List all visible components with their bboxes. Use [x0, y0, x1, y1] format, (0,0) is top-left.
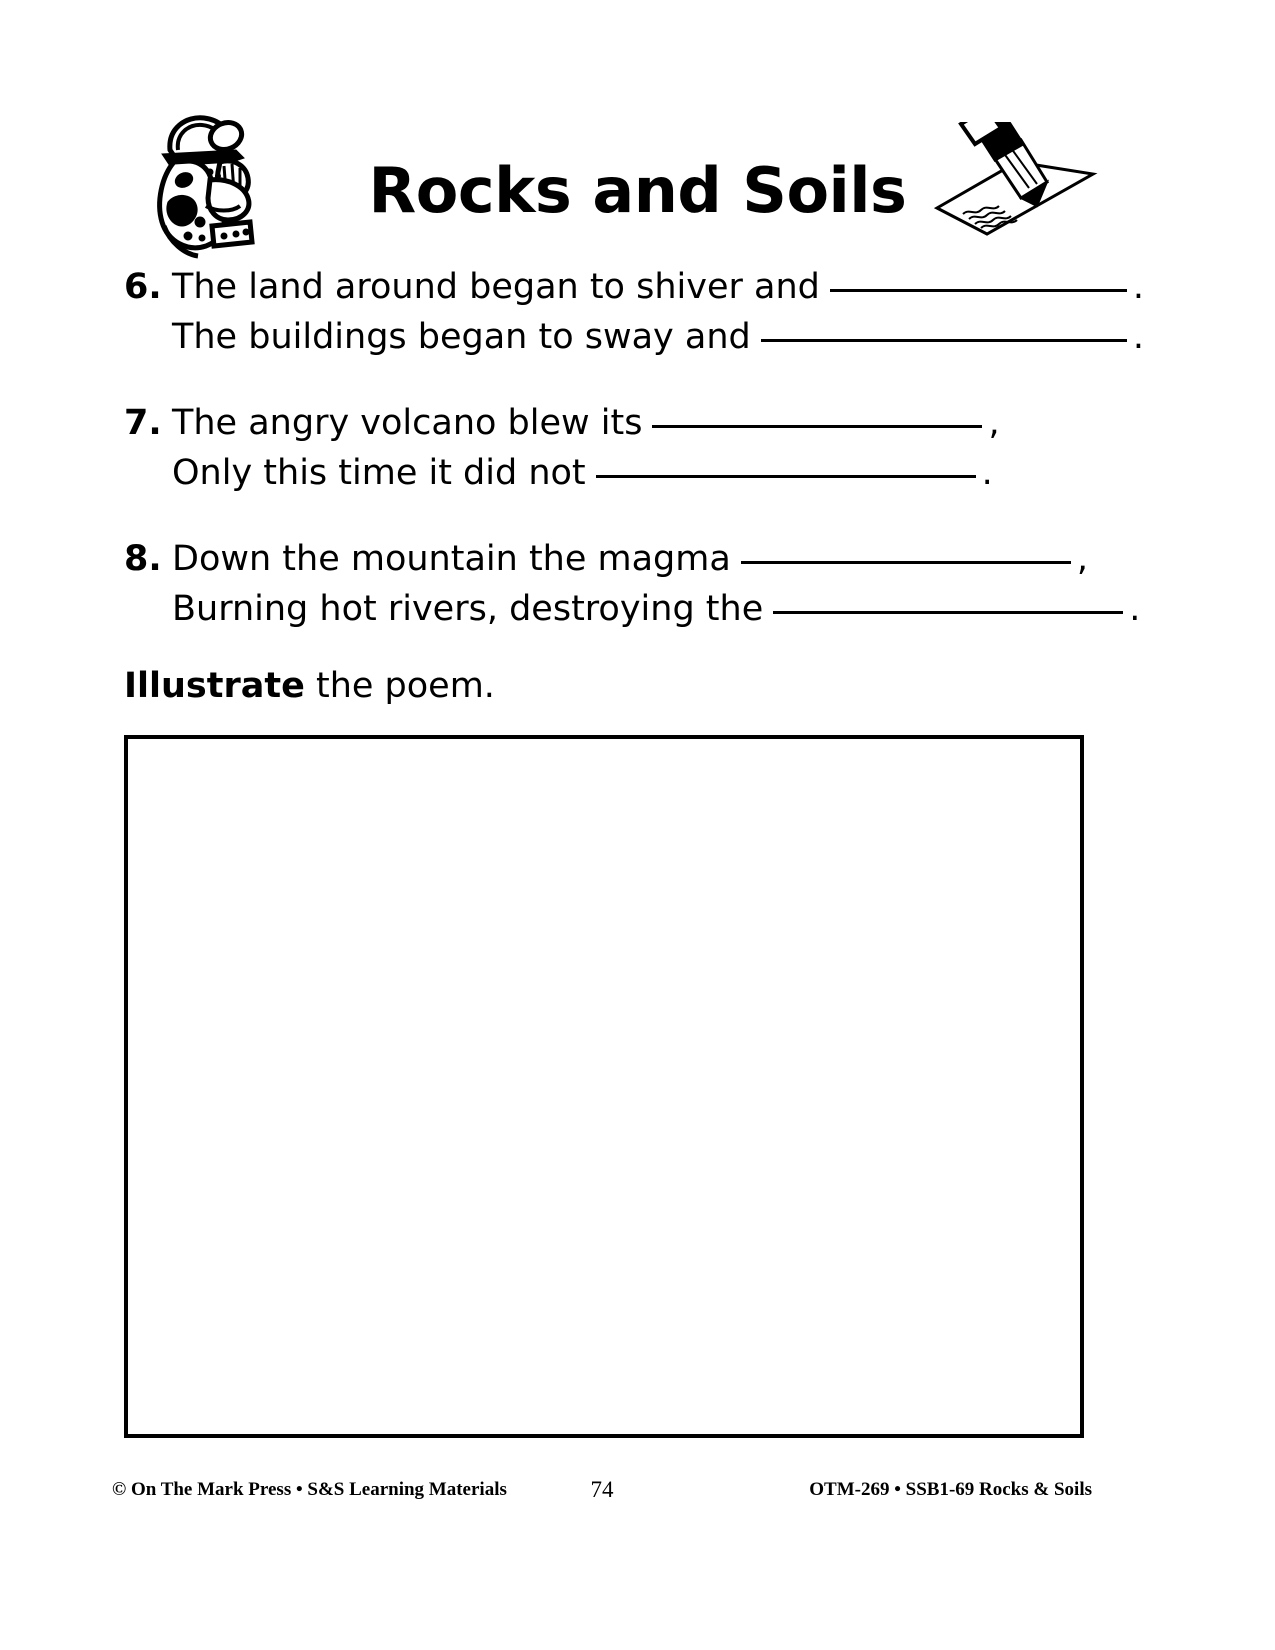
question-item — [124, 534, 1144, 634]
page-footer — [112, 1473, 1092, 1507]
question-line — [124, 584, 1144, 634]
question-line — [124, 312, 1144, 362]
illustrate-keyword: Illustrate — [124, 666, 305, 706]
question-number: 8. — [124, 539, 162, 579]
page-title: Rocks and Soils — [368, 153, 907, 227]
answer-blank[interactable] — [652, 425, 982, 428]
question-number: 6. — [124, 267, 162, 307]
question-text: The land around began to shiver and — [172, 267, 820, 307]
question-text: The buildings began to sway and — [172, 317, 751, 357]
answer-blank[interactable] — [830, 289, 1127, 292]
question-number: 7. — [124, 403, 162, 443]
question-line — [124, 534, 1144, 584]
question-text: Down the mountain the magma — [172, 539, 731, 579]
page-number: 74 — [590, 1477, 614, 1502]
footer-publisher: © On The Mark Press • S&S Learning Materials — [112, 1479, 507, 1500]
line-punctuation: . — [981, 453, 993, 493]
question-item — [124, 262, 1144, 362]
footer-product-code: OTM-269 • SSB1-69 Rocks & Soils — [809, 1479, 1092, 1500]
question-text: Burning hot rivers, destroying the — [172, 589, 764, 629]
illustrate-instruction — [124, 663, 495, 709]
question-line — [124, 398, 1144, 448]
answer-blank[interactable] — [761, 339, 1127, 342]
illustrate-rest: the poem. — [304, 666, 495, 706]
illustration-drawing-box[interactable] — [124, 735, 1084, 1438]
question-text: The angry volcano blew its — [172, 403, 643, 443]
line-punctuation: . — [1132, 267, 1144, 307]
question-text: Only this time it did not — [172, 453, 586, 493]
page-header — [0, 104, 1275, 264]
question-item — [124, 398, 1144, 498]
line-punctuation: , — [988, 403, 1000, 443]
line-punctuation: , — [1076, 539, 1088, 579]
question-line — [124, 262, 1144, 312]
answer-blank[interactable] — [596, 475, 976, 478]
line-punctuation: . — [1129, 589, 1141, 629]
answer-blank[interactable] — [741, 561, 1071, 564]
line-punctuation: . — [1132, 317, 1144, 357]
questions-list — [124, 262, 1144, 670]
question-line — [124, 448, 1144, 498]
pencil-writing-on-paper-icon — [925, 122, 1100, 242]
answer-blank[interactable] — [773, 611, 1123, 614]
